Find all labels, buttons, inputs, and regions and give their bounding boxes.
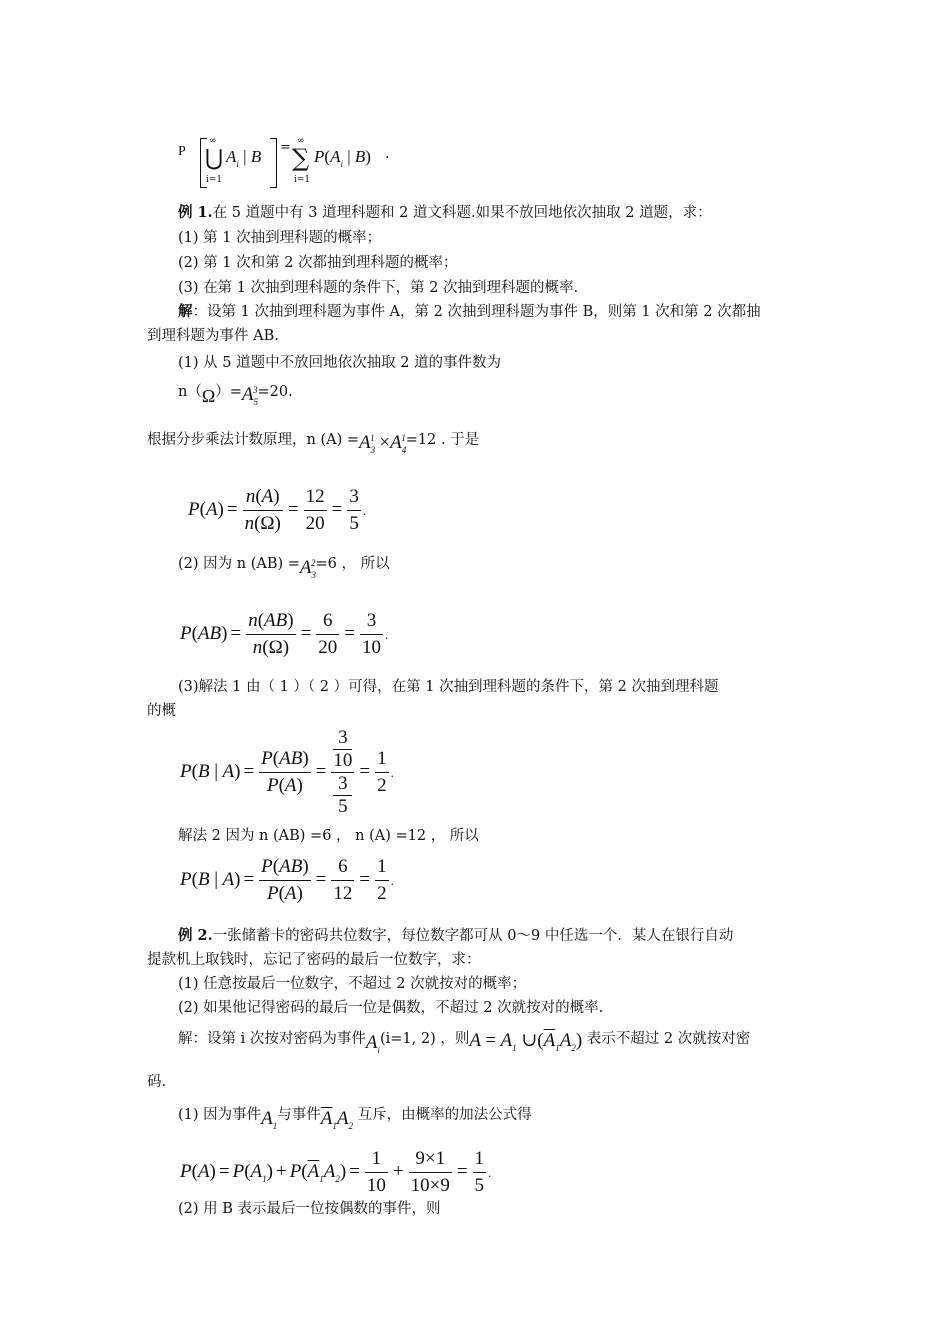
a31-times-a41: $A_3^1 \times A_4^1$ [359,432,407,455]
part2-prefix: (2) 因为 n (AB) = [178,556,300,572]
arrangement-a32: $A_3^2$ [299,557,317,580]
n-omega-prefix: n（ [178,384,202,400]
sum-inf: ∞ [297,136,305,146]
example2-text: 一张储蓄卡的密码共位数字，每位数字都可从 0～9 中任选一个．某人在银行自动 [212,928,734,944]
example2-statement [178,926,733,946]
n-omega-value: =20. [257,384,293,400]
formula-pBgivenA-method1: P(B | A) = $\frac{P(AB)}{P(A)}$ = 3 10 3 5 = $\frac{1}{2}$ . [180,727,394,817]
sum-term: $P(A_i$ | B) [314,147,371,169]
example1-solution-line1 [178,302,761,322]
solution-text: ：设第 1 次抽到理科题为事件 A，第 2 次抽到理科题为事件 B，则第 1 次和第 2 次都抽 [192,304,761,320]
formula-pAB: P(AB) = $\frac{n(AB)}{n(\Omega)}$ = $\frac{6}{20}$ = $\frac{3}{10}$ . [180,610,389,658]
union-inf: ∞ [209,136,217,146]
part3-line1: (3)解法 1 由（ 1 ）（ 2 ）可得，在第 1 次抽到理科题的条件下，第 2 次抽到理科题 [178,679,719,695]
part2-intro [178,553,390,580]
part1-n-omega [178,380,293,407]
example1-statement [178,203,712,223]
example2-label: 例 2. [178,927,213,944]
formula-pA: P(A) = $\frac{n(A)}{n(\Omega)}$ = $\frac{12}{20}$ = $\frac{3}{5}$ . [188,486,367,534]
example1-q2: (2) 第 1 次和第 2 次都抽到理科题的概率； [178,255,458,271]
sum-symbol: ∑ [292,144,310,172]
example1-q1: (1) 第 1 次抽到理科题的概率； [178,230,382,246]
ex2-sol-prefix: 解：设第 i 次按对密码为事件 [178,1031,366,1047]
union-idx: i=1 [206,175,223,185]
ex2-p1-mid: 与事件 [277,1107,321,1123]
top-formula [178,138,408,190]
ex2-p1-suffix: 互斥，由概率的加法公式得 [357,1107,532,1123]
right-bracket [270,138,277,188]
part3-line2: 的概 [147,703,176,719]
event-union-formula: $A = A_1$ $\cup(\overline{A}_1A_2)$ [469,1030,583,1053]
example2-statement-line2: 提款机上取钱时，忘记了密码的最后一位数字，求： [147,952,481,968]
sum-idx: i=1 [294,175,311,185]
part2-suffix: =6 ， 所以 [315,556,390,572]
union-term: $A_i$ | B [226,147,262,169]
ex2-sol-suffix: 表示不超过 2 次就按对密 [586,1031,751,1047]
example1-q3: (3) 在第 1 次抽到理科题的条件下，第 2 次抽到理科题的概率. [178,280,579,296]
dot: . [385,146,390,162]
part1-nA-line [147,429,480,455]
formula-ex2-pA: $P(A) = P(A_1) + P(\overline{A}_1A_2)$ = $\frac{1}{10}$ + $\frac{9\times 1}{10\times 9}$ = $\frac{1}{5}$ . [180,1148,492,1196]
ex2-p1-prefix: (1) 因为事件 [178,1107,262,1123]
omega-symbol: Ω [201,386,216,406]
example1-text: 在 5 道题中有 3 道理科题和 2 道文科题.如果不放回地依次抽取 2 道题，求： [212,205,712,221]
equals: = [280,140,291,155]
event-a-i: $A_i$ [365,1032,380,1055]
nA-prefix: 根据分步乘法计数原理，n (A) = [147,432,359,448]
top-formula-prefix: P [178,144,186,159]
example1-label: 例 1. [178,204,213,221]
union-symbol: ⋃ [205,146,224,171]
n-omega-suffix: ）= [215,384,242,400]
solution-label: 解 [178,303,193,320]
part3-method2: 解法 2 因为 n (AB) =6 ， n (A) =12 ， 所以 [178,828,479,844]
example2-solution-tail: 码. [147,1074,167,1090]
formula-pBgivenA-method2: P(B | A) = $\frac{P(AB)}{P(A)}$ = $\frac{6}{12}$ = $\frac{1}{2}$ . [180,856,394,904]
event-a1: $A_1$ [261,1108,278,1131]
example2-solution-line [178,1028,751,1055]
example2-part1-intro [178,1104,532,1131]
example2-q2: (2) 如果他记得密码的最后一位是偶数，不超过 2 次就按对的概率. [178,1000,604,1016]
example2-q1: (1) 任意按最后一位数字，不超过 2 次就按对的概率； [178,976,527,992]
example1-solution-line2: 到理科题为事件 AB. [147,328,279,344]
event-notA1-A2: $\overline{A}_1A_2$ [320,1108,353,1131]
nA-suffix: =12 . 于是 [405,432,480,448]
example2-part2: (2) 用 B 表示最后一位按偶数的事件，则 [178,1201,441,1217]
arrangement-a53: $A_5^3$ [241,384,258,407]
ex2-sol-mid: (i=1, 2) ，则 [379,1031,470,1047]
part1-intro: (1) 从 5 道题中不放回地依次抽取 2 道的事件数为 [178,355,502,371]
